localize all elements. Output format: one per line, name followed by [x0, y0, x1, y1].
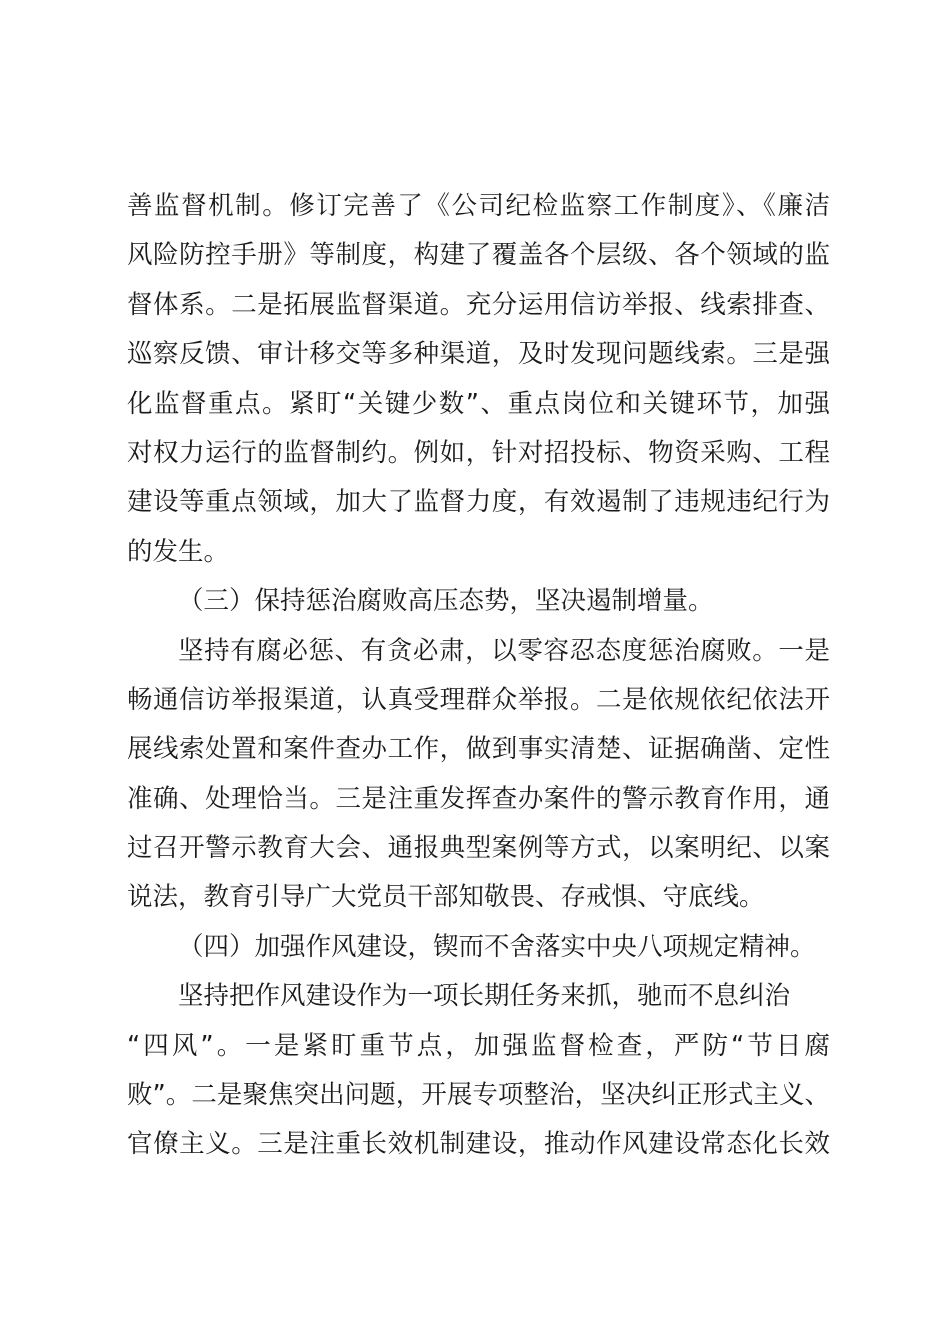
text-line: 督体系。二是拓展监督渠道。充分运用信访举报、线索排查、 — [127, 289, 830, 320]
text-line: 化监督重点。紧盯“关键少数”、重点岗位和关键环节，加强 — [127, 388, 830, 419]
text-line: 坚持有腐必惩、有贪必肃，以零容忍态度惩治腐败。一是 — [178, 635, 830, 666]
text-line: 对权力运行的监督制约。例如，针对招投标、物资采购、工程 — [127, 437, 830, 468]
text-line: 善监督机制。修订完善了《公司纪检监察工作制度》、《廉洁 — [127, 191, 830, 221]
text-line: 巡察反馈、审计移交等多种渠道，及时发现问题线索。三是强 — [127, 339, 830, 370]
text-line: 风险防控手册》等制度，构建了覆盖各个层级、各个领域的监 — [127, 240, 830, 271]
section-heading: （三）保持惩治腐败高压态势，坚决遏制增量。 — [178, 586, 714, 617]
text-line: 展线索处置和案件查办工作，做到事实清楚、证据确凿、定性 — [127, 734, 830, 765]
text-line: 官僚主义。三是注重长效机制建设，推动作风建设常态化长效 — [127, 1129, 830, 1160]
text-line: “四风”。一是紧盯重节点，加强监督检查，严防“节日腐 — [127, 1030, 830, 1061]
text-line: 的发生。 — [127, 536, 230, 567]
text-line: 建设等重点领域，加大了监督力度，有效遏制了违规违纪行为 — [127, 487, 830, 518]
text-line: 畅通信访举报渠道，认真受理群众举报。二是依规依纪依法开 — [127, 684, 830, 715]
section-heading: （四）加强作风建设，锲而不舍落实中央八项规定精神。 — [178, 931, 816, 962]
text-line: 败”。二是聚焦突出问题，开展专项整治，坚决纠正形式主义、 — [127, 1080, 830, 1111]
text-line: 过召开警示教育大会、通报典型案例等方式，以案明纪、以案 — [127, 833, 830, 864]
text-line: 说法，教育引导广大党员干部知敬畏、存戒惧、守底线。 — [127, 882, 765, 913]
document-body — [127, 182, 830, 1170]
text-line: 坚持把作风建设作为一项长期任务来抓，驰而不息纠治 — [178, 981, 791, 1012]
text-line: 准确、处理恰当。三是注重发挥查办案件的警示教育作用，通 — [127, 783, 830, 814]
